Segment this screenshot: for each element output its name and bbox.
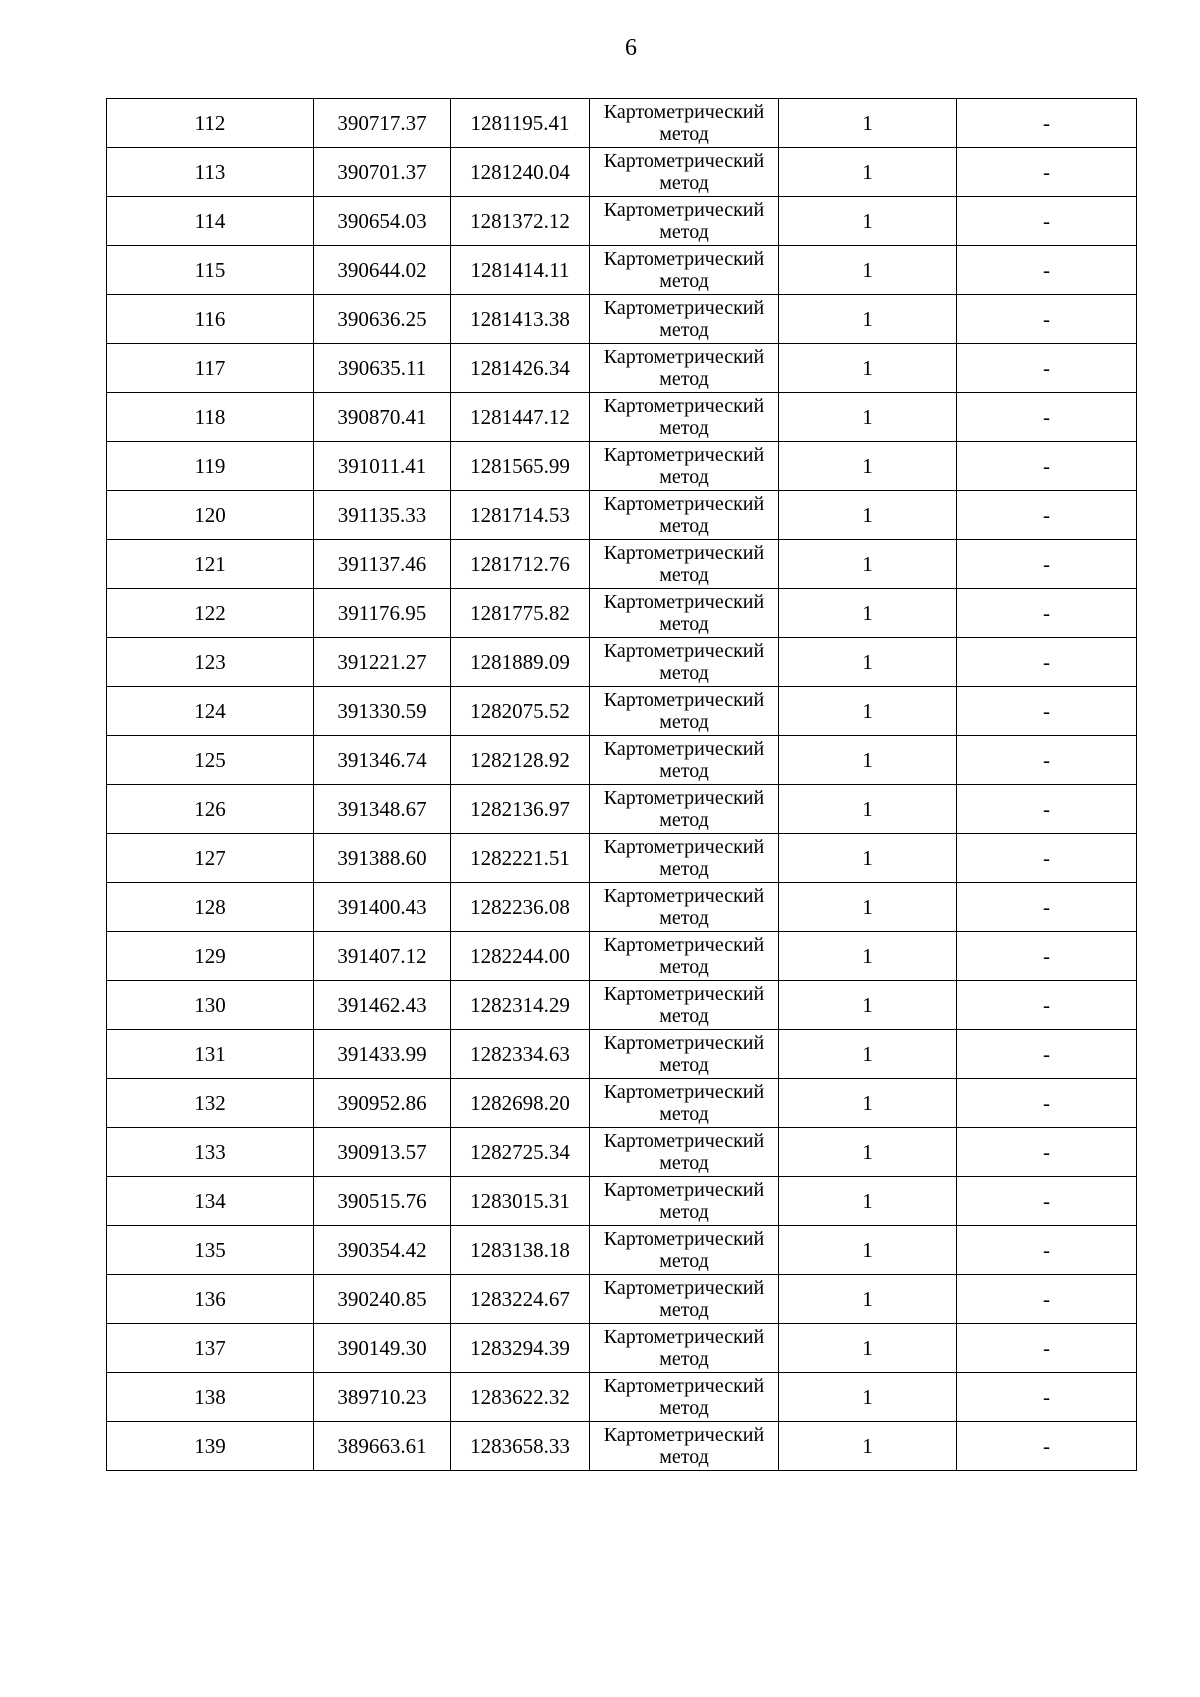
accuracy-cell: 1 [779,1373,957,1422]
method-cell [590,344,779,393]
x-coordinate-cell: 390149.30 [314,1324,451,1373]
x-coordinate-cell: 391348.67 [314,785,451,834]
accuracy-cell: 1 [779,442,957,491]
method-line-2: метод [659,319,709,341]
method-line-2: метод [659,662,709,684]
accuracy-cell: 1 [779,1030,957,1079]
method-line-2: метод [659,760,709,782]
x-coordinate-cell: 391400.43 [314,883,451,932]
x-coordinate-cell: 389663.61 [314,1422,451,1471]
y-coordinate-cell: 1283622.32 [451,1373,590,1422]
table-row [107,638,1137,687]
accuracy-cell: 1 [779,589,957,638]
x-coordinate-cell: 390717.37 [314,99,451,148]
point-number-cell: 122 [107,589,314,638]
method-line-1: Картометрический [603,1375,765,1397]
accuracy-cell: 1 [779,834,957,883]
accuracy-cell: 1 [779,491,957,540]
x-coordinate-cell: 391137.46 [314,540,451,589]
method-line-1: Картометрический [603,591,765,613]
table-row [107,736,1137,785]
accuracy-cell: 1 [779,687,957,736]
point-number-cell: 131 [107,1030,314,1079]
point-number-cell: 129 [107,932,314,981]
method-line-2: метод [659,1201,709,1223]
method-cell [590,1324,779,1373]
method-line-1: Картометрический [603,542,765,564]
x-coordinate-cell: 391330.59 [314,687,451,736]
method-line-1: Картометрический [603,1277,765,1299]
note-cell: - [957,883,1137,932]
table-row [107,1177,1137,1226]
point-number-cell: 114 [107,197,314,246]
method-cell [590,99,779,148]
y-coordinate-cell: 1281426.34 [451,344,590,393]
method-line-2: метод [659,1299,709,1321]
method-line-2: метод [659,956,709,978]
accuracy-cell: 1 [779,932,957,981]
x-coordinate-cell: 390644.02 [314,246,451,295]
note-cell: - [957,932,1137,981]
accuracy-cell: 1 [779,736,957,785]
x-coordinate-cell: 391433.99 [314,1030,451,1079]
method-line-1: Картометрический [603,1326,765,1348]
method-line-2: метод [659,1250,709,1272]
accuracy-cell: 1 [779,393,957,442]
point-number-cell: 118 [107,393,314,442]
method-line-2: метод [659,1152,709,1174]
method-cell [590,295,779,344]
x-coordinate-cell: 391221.27 [314,638,451,687]
y-coordinate-cell: 1282725.34 [451,1128,590,1177]
y-coordinate-cell: 1283294.39 [451,1324,590,1373]
accuracy-cell: 1 [779,785,957,834]
x-coordinate-cell: 391462.43 [314,981,451,1030]
y-coordinate-cell: 1281413.38 [451,295,590,344]
note-cell: - [957,1030,1137,1079]
point-number-cell: 133 [107,1128,314,1177]
point-number-cell: 137 [107,1324,314,1373]
x-coordinate-cell: 390354.42 [314,1226,451,1275]
method-cell [590,1226,779,1275]
accuracy-cell: 1 [779,883,957,932]
y-coordinate-cell: 1281240.04 [451,148,590,197]
accuracy-cell: 1 [779,1128,957,1177]
method-cell [590,1275,779,1324]
table-row [107,344,1137,393]
method-cell [590,687,779,736]
method-line-1: Картометрический [603,640,765,662]
note-cell: - [957,1275,1137,1324]
method-line-2: метод [659,172,709,194]
accuracy-cell: 1 [779,197,957,246]
method-cell [590,442,779,491]
note-cell: - [957,246,1137,295]
method-line-1: Картометрический [603,1130,765,1152]
note-cell: - [957,1422,1137,1471]
method-line-2: метод [659,809,709,831]
table-row [107,1275,1137,1324]
note-cell: - [957,589,1137,638]
method-cell [590,1422,779,1471]
method-line-1: Картометрический [603,101,765,123]
point-number-cell: 139 [107,1422,314,1471]
table-row [107,99,1137,148]
point-number-cell: 123 [107,638,314,687]
y-coordinate-cell: 1281889.09 [451,638,590,687]
point-number-cell: 112 [107,99,314,148]
method-cell [590,589,779,638]
method-line-1: Картометрический [603,1424,765,1446]
note-cell: - [957,687,1137,736]
method-cell [590,785,779,834]
method-cell [590,148,779,197]
table-row [107,932,1137,981]
note-cell: - [957,99,1137,148]
method-cell [590,197,779,246]
point-number-cell: 119 [107,442,314,491]
point-number-cell: 128 [107,883,314,932]
y-coordinate-cell: 1283015.31 [451,1177,590,1226]
accuracy-cell: 1 [779,99,957,148]
page-number: 6 [625,35,637,61]
x-coordinate-cell: 390240.85 [314,1275,451,1324]
point-number-cell: 132 [107,1079,314,1128]
method-line-1: Картометрический [603,199,765,221]
method-line-2: метод [659,466,709,488]
y-coordinate-cell: 1281414.11 [451,246,590,295]
note-cell: - [957,344,1137,393]
table-row [107,834,1137,883]
y-coordinate-cell: 1281447.12 [451,393,590,442]
table-row [107,589,1137,638]
accuracy-cell: 1 [779,981,957,1030]
point-number-cell: 115 [107,246,314,295]
method-line-2: метод [659,270,709,292]
table-row [107,148,1137,197]
method-cell [590,932,779,981]
note-cell: - [957,1373,1137,1422]
table-row [107,1324,1137,1373]
accuracy-cell: 1 [779,295,957,344]
method-line-2: метод [659,221,709,243]
y-coordinate-cell: 1282334.63 [451,1030,590,1079]
accuracy-cell: 1 [779,1226,957,1275]
method-cell [590,1128,779,1177]
x-coordinate-cell: 390701.37 [314,148,451,197]
method-line-1: Картометрический [603,493,765,515]
method-line-1: Картометрический [603,444,765,466]
accuracy-cell: 1 [779,1275,957,1324]
table-row [107,1030,1137,1079]
x-coordinate-cell: 390952.86 [314,1079,451,1128]
table-row [107,1226,1137,1275]
point-number-cell: 113 [107,148,314,197]
note-cell: - [957,785,1137,834]
point-number-cell: 136 [107,1275,314,1324]
table-row [107,1079,1137,1128]
method-line-2: метод [659,1446,709,1468]
accuracy-cell: 1 [779,344,957,393]
y-coordinate-cell: 1281714.53 [451,491,590,540]
x-coordinate-cell: 390636.25 [314,295,451,344]
method-line-2: метод [659,564,709,586]
coordinates-table [106,98,1137,1471]
note-cell: - [957,638,1137,687]
method-cell [590,246,779,295]
accuracy-cell: 1 [779,1079,957,1128]
point-number-cell: 116 [107,295,314,344]
method-line-1: Картометрический [603,150,765,172]
method-line-1: Картометрический [603,738,765,760]
method-line-1: Картометрический [603,395,765,417]
table-row [107,491,1137,540]
method-line-2: метод [659,1103,709,1125]
x-coordinate-cell: 391346.74 [314,736,451,785]
method-cell [590,1177,779,1226]
y-coordinate-cell: 1281372.12 [451,197,590,246]
y-coordinate-cell: 1283658.33 [451,1422,590,1471]
point-number-cell: 138 [107,1373,314,1422]
method-line-1: Картометрический [603,885,765,907]
y-coordinate-cell: 1282136.97 [451,785,590,834]
method-line-1: Картометрический [603,346,765,368]
x-coordinate-cell: 391135.33 [314,491,451,540]
table-row [107,246,1137,295]
accuracy-cell: 1 [779,1422,957,1471]
table-row [107,785,1137,834]
note-cell: - [957,393,1137,442]
y-coordinate-cell: 1282314.29 [451,981,590,1030]
table-row [107,883,1137,932]
method-line-1: Картометрический [603,934,765,956]
note-cell: - [957,736,1137,785]
method-line-1: Картометрический [603,1179,765,1201]
method-line-2: метод [659,515,709,537]
method-line-2: метод [659,907,709,929]
x-coordinate-cell: 391407.12 [314,932,451,981]
method-line-1: Картометрический [603,248,765,270]
table-row [107,1422,1137,1471]
method-line-2: метод [659,123,709,145]
point-number-cell: 125 [107,736,314,785]
table-row [107,197,1137,246]
method-line-2: метод [659,368,709,390]
x-coordinate-cell: 389710.23 [314,1373,451,1422]
point-number-cell: 120 [107,491,314,540]
method-line-1: Картометрический [603,297,765,319]
accuracy-cell: 1 [779,1177,957,1226]
method-cell [590,1373,779,1422]
method-line-1: Картометрический [603,787,765,809]
x-coordinate-cell: 390635.11 [314,344,451,393]
method-cell [590,736,779,785]
method-line-1: Картометрический [603,1032,765,1054]
method-cell [590,883,779,932]
x-coordinate-cell: 390913.57 [314,1128,451,1177]
method-cell [590,1030,779,1079]
point-number-cell: 124 [107,687,314,736]
y-coordinate-cell: 1281565.99 [451,442,590,491]
method-line-1: Картометрический [603,689,765,711]
table-row [107,295,1137,344]
note-cell: - [957,1128,1137,1177]
point-number-cell: 121 [107,540,314,589]
table-row [107,1373,1137,1422]
note-cell: - [957,1079,1137,1128]
method-line-2: метод [659,613,709,635]
table-row [107,442,1137,491]
note-cell: - [957,197,1137,246]
note-cell: - [957,1177,1137,1226]
accuracy-cell: 1 [779,1324,957,1373]
point-number-cell: 134 [107,1177,314,1226]
method-line-2: метод [659,417,709,439]
accuracy-cell: 1 [779,540,957,589]
y-coordinate-cell: 1282075.52 [451,687,590,736]
y-coordinate-cell: 1282244.00 [451,932,590,981]
method-line-2: метод [659,1397,709,1419]
table-row [107,393,1137,442]
note-cell: - [957,540,1137,589]
y-coordinate-cell: 1282128.92 [451,736,590,785]
coordinates-table-body [107,99,1137,1471]
method-cell [590,834,779,883]
table-row [107,540,1137,589]
point-number-cell: 126 [107,785,314,834]
y-coordinate-cell: 1283224.67 [451,1275,590,1324]
accuracy-cell: 1 [779,638,957,687]
point-number-cell: 135 [107,1226,314,1275]
note-cell: - [957,442,1137,491]
point-number-cell: 117 [107,344,314,393]
x-coordinate-cell: 390515.76 [314,1177,451,1226]
method-cell [590,981,779,1030]
note-cell: - [957,981,1137,1030]
method-cell [590,638,779,687]
table-row [107,1128,1137,1177]
method-line-2: метод [659,1348,709,1370]
y-coordinate-cell: 1282221.51 [451,834,590,883]
note-cell: - [957,834,1137,883]
note-cell: - [957,1226,1137,1275]
point-number-cell: 127 [107,834,314,883]
note-cell: - [957,1324,1137,1373]
method-line-2: метод [659,1005,709,1027]
table-row [107,687,1137,736]
note-cell: - [957,491,1137,540]
y-coordinate-cell: 1282236.08 [451,883,590,932]
accuracy-cell: 1 [779,148,957,197]
y-coordinate-cell: 1283138.18 [451,1226,590,1275]
method-cell [590,393,779,442]
method-cell [590,491,779,540]
x-coordinate-cell: 390654.03 [314,197,451,246]
y-coordinate-cell: 1282698.20 [451,1079,590,1128]
y-coordinate-cell: 1281195.41 [451,99,590,148]
y-coordinate-cell: 1281712.76 [451,540,590,589]
method-line-1: Картометрический [603,1081,765,1103]
method-cell [590,540,779,589]
x-coordinate-cell: 391388.60 [314,834,451,883]
point-number-cell: 130 [107,981,314,1030]
x-coordinate-cell: 391011.41 [314,442,451,491]
method-line-1: Картометрический [603,836,765,858]
method-cell [590,1079,779,1128]
method-line-1: Картометрический [603,1228,765,1250]
method-line-2: метод [659,711,709,733]
note-cell: - [957,148,1137,197]
method-line-2: метод [659,1054,709,1076]
method-line-2: метод [659,858,709,880]
accuracy-cell: 1 [779,246,957,295]
table-row [107,981,1137,1030]
x-coordinate-cell: 390870.41 [314,393,451,442]
note-cell: - [957,295,1137,344]
method-line-1: Картометрический [603,983,765,1005]
y-coordinate-cell: 1281775.82 [451,589,590,638]
x-coordinate-cell: 391176.95 [314,589,451,638]
